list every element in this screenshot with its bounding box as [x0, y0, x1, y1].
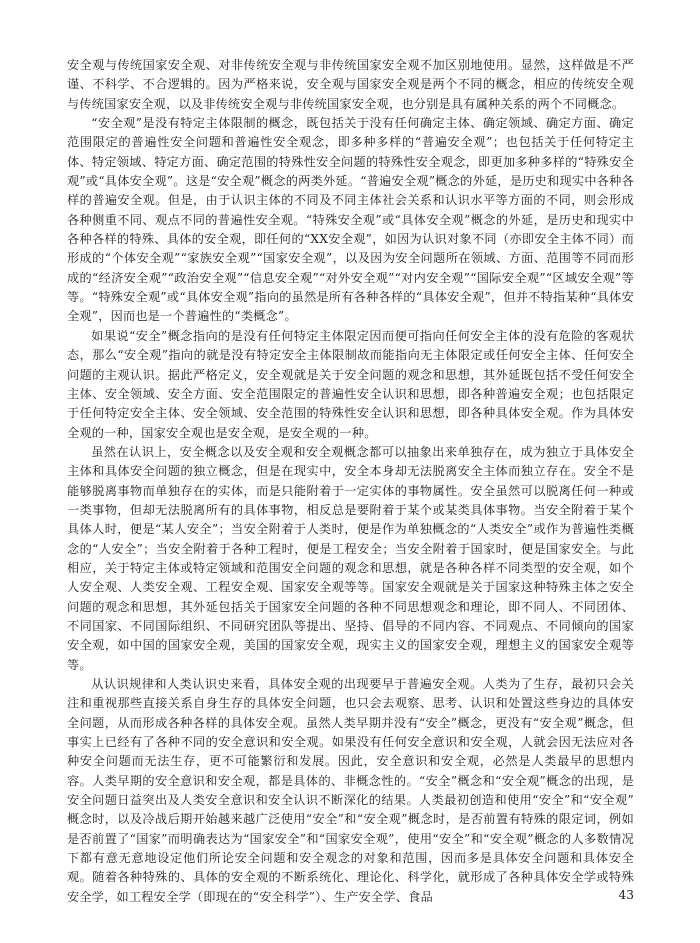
paragraph-1: 安全观与传统国家安全观、对非传统安全观与非传统国家安全观不加区别地使用。显然，这样做是不严谨、不科学、不合逻辑的。因为严格来说，安全观与国家安全观是两个不同的概念，相应的传统安全观与传统国家安全观，以及非传统安全观与非传统国家安全观，也分别是具有属种关系的两个不同概念。: [67, 58, 634, 111]
paragraph-2: “安全观”是没有特定主体限制的概念，既包括关于没有任何确定主体、确定领域、确定方面、确定范围限定的普遍性安全问题和普遍性安全观念，即多种多样的“普遍安全观”；也包括关于任何特定主体、特定领域、特定方面、确定范围的特殊性安全问题的特殊性安全观念，即更加多种多样的“特殊安全观”或“具体安全观”。这是“安全观”概念的两类外延。“普遍安全观”概念的外延，是历史和现实中各种各样的普遍安全观。但是，由于认识主体的不同及不同主体社会关系和认识水平等方面的不同，则会形成各种侧重不同、观点不同的普遍性安全观。“特殊安全观”或“具体安全观”概念的外延，是历史和现实中各种各样的特殊、具体的安全观，即任何的“XX安全观”，如因为认识对象不同（亦即安全主体不同）而形成的“个体安全观”“家族安全观”“国家安全观”，以及因为安全问题所在领域、方面、范围等不同而形成的“经济安全观”“政治安全观”“信息安全观”“对外安全观”“对内安全观”“国际安全观”“区域安全观”等等。“特殊安全观”或“具体安全观”指向的虽然是所有各种各样的“具体安全观”，但并不特指某种“具体安全观”，因而也是一个普遍性的“类概念”。: [67, 116, 634, 324]
page-number: 43: [618, 887, 634, 902]
paragraph-3: 如果说“安全”概念指向的是没有任何特定主体限定因而便可指向任何安全主体的没有危险的客观状态，那么“安全观”指向的就是没有特定安全主体限制故而能指向无主体限定或任何安全主体、任何安全问题的主观认识。据此严格定义，安全观就是关于安全问题的观念和思想，其外延既包括不受任何安全主体、安全领域、安全方面、安全范围限定的普遍性安全认识和思想，即各种普遍安全观；也包括限定于任何特定安全主体、安全领域、安全范围的特殊性安全认识和思想，即各种具体安全观。作为具体安全观的一种，国家安全观也是安全观，是安全观的一种。: [67, 328, 634, 440]
paragraph-4: 虽然在认识上，安全概念以及安全观和安全观概念都可以抽象出来单独存在，成为独立于具体安全主体和具体安全问题的独立概念，但是在现实中，安全本身却无法脱离安全主体而独立存在。安全不是能够脱离事物而单独存在的实体，而是只能附着于一定实体的事物属性。安全虽然可以脱离任何一种或一类事物，但却无法脱离所有的具体事物，相反总是要附着于某个或某类具体事物。当安全附着于某个具体人时，便是“某人安全”；当安全附着于人类时，便是作为单独概念的“人类安全”或作为普遍性类概念的“人安全”；当安全附着于各种工程时，便是工程安全；当安全附着于国家时，便是国家安全。与此相应，关于特定主体或特定领域和范围安全问题的观念和思想，就是各种各样不同类型的安全观，如个人安全观、人类安全观、工程安全观、国家安全观等等。国家安全观就是关于国家这种特殊主体之安全问题的观念和思想，其外延包括关于国家安全问题的各种不同思想观念和理论，即不同人、不同团体、不同国家、不同国际组织、不同研究团队等提出、坚持、倡导的不同内容、不同观点、不同倾向的国家安全观，如中国的国家安全观，美国的国家安全观，现实主义的国家安全观，理想主义的国家安全观等等。: [67, 444, 634, 672]
body-text-block: [67, 56, 634, 907]
paragraph-5: 从认识规律和人类认识史来看，具体安全观的出现要早于普遍安全观。人类为了生存，最初只会关注和重视那些直接关系自身生存的具体安全问题，也只会去观察、思考、认识和处置这些身边的具体安全问题，从而形成各种各样的具体安全观。虽然人类早期并没有“安全”概念，更没有“安全观”概念，但事实上已经有了各种不同的安全意识和安全观。如果没有任何安全意识和安全观，人就会因无法应对各种安全问题而无法生存，更不可能繁衍和发展。因此，安全意识和安全观，必然是人类最早的思想内容。人类早期的安全意识和安全观，都是具体的、非概念性的。“安全”概念和“安全观”概念的出现，是安全问题日益突出及人类安全意识和安全认识不断深化的结果。人类最初创造和使用“安全”和“安全观”概念时，以及冷战后期开始越来越广泛使用“安全”和“安全观”概念时，是否前置有特殊的限定词，例如是否前置了“国家”而明确表达为“国家安全”和“国家安全观”，使用“安全”和“安全观”概念的人多数情况下都有意无意地设定他们所论安全问题和安全观念的对象和范围，因而多是具体安全问题和具体安全观。随着各种特殊的、具体的安全观的不断系统化、理论化、科学化，就形成了各种具体安全学或特殊安全学，如工程安全学（即现在的“安全科学”）、生产安全学、食品: [67, 677, 634, 904]
